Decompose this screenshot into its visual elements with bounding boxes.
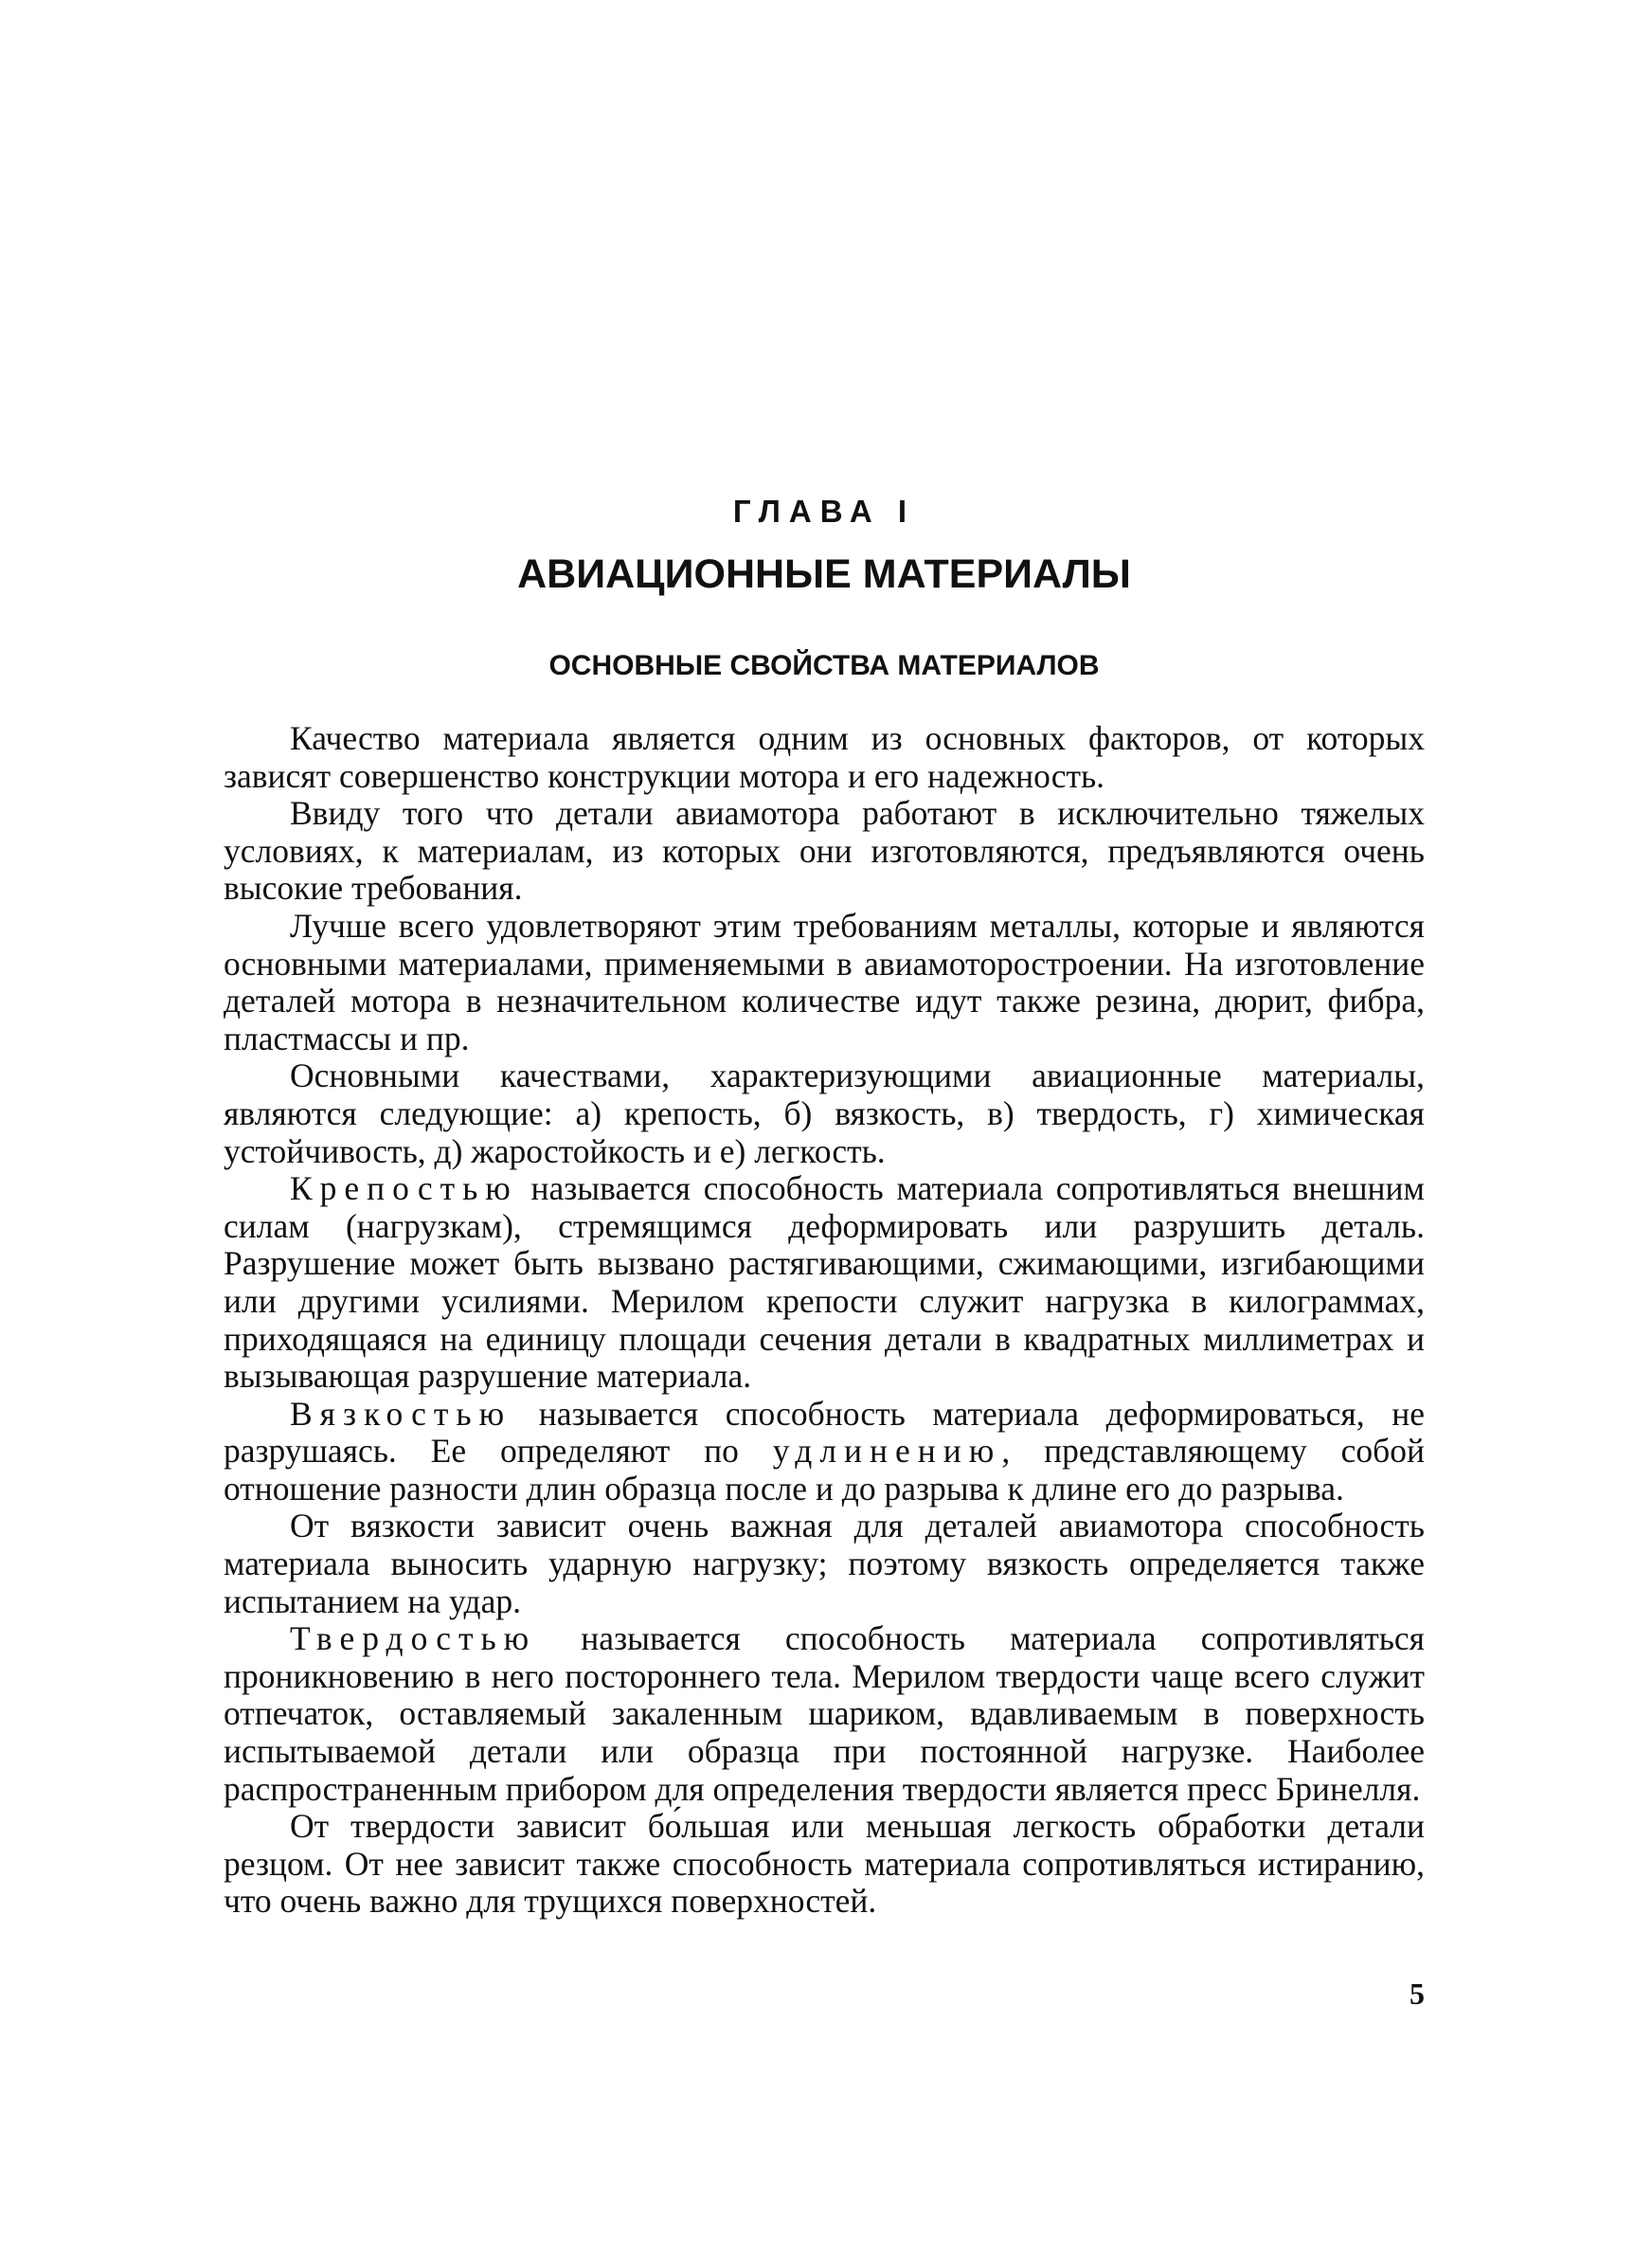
paragraph-quality: Качество материала является одним из основных факторов, от которых зависят совершенство конструкции мотора и его надежность.: [224, 719, 1425, 795]
paragraph-strength: [224, 1170, 1425, 1396]
paragraph-impact: От вязкости зависит очень важная для деталей авиамотора способность материала выносить ударную нагрузку; поэтому вязкость определяется также испытанием на удар.: [224, 1507, 1425, 1620]
chapter-title: АВИАЦИОННЫЕ МАТЕРИАЛЫ: [517, 551, 1131, 597]
paragraph-strength-text: называется способность материала сопротивляться внешним силам (нагрузкам), стремящимся деформировать или разрушить деталь. Разрушение может быть вызвано растягивающими, сжимающими, изгибающими или другими усилиями. Мерилом крепости служит нагрузка в килограммах, приходящаяся на единицу площади сечения детали в квадратных миллиметрах и вызывающая разрушение материала.: [224, 1169, 1425, 1396]
chapter-label: ГЛАВА I: [732, 494, 916, 529]
term-elongation: удлинению: [772, 1432, 1002, 1471]
page-number: 5: [1410, 1977, 1425, 2011]
paragraph-metals: Лучше всего удовлетворяют этим требованиям металлы, которые и являются основными материалами, применяемыми в авиамоторостроении. На изготовление деталей мотора в незначительном количестве идут также резина, дюрит, фибра, пластмассы и пр.: [224, 906, 1425, 1057]
paragraph-hardness: [224, 1620, 1425, 1808]
paragraph-machining: От твердости зависит бо́льшая или меньшая легкость обработки детали резцом. От нее зависит также способность материала сопротивляться истиранию, что очень важно для трущихся поверхностей.: [224, 1807, 1425, 1921]
term-strength: Крепостью: [290, 1169, 518, 1208]
paragraph-ductility: [224, 1396, 1425, 1508]
term-ductility: Вязкостью: [290, 1394, 512, 1433]
paragraph-ductility-rest: , представляющему собой отношение разности длин образца после и до разрыва к длине его до разрыва.: [224, 1432, 1425, 1508]
paragraph-conditions: Ввиду того что детали авиамотора работают в исключительно тяжелых условиях, к материалам, из которых они изготовляются, предъявляются очень высокие требования.: [224, 794, 1425, 908]
term-hardness: Твердостью: [290, 1619, 537, 1658]
paragraph-ductility-text: называется способность материала деформироваться, не разрушаясь. Ее определяют по: [224, 1394, 1425, 1471]
book-page: [224, 493, 1425, 2011]
paragraph-properties-list: Основными качествами, характеризующими авиационные материалы, являются следующие: а) крепость, б) вязкость, в) твердость, г) химическая устойчивость, д) жаростойкость и е) легкость.: [224, 1056, 1425, 1170]
section-title: ОСНОВНЫЕ СВОЙСТВА МАТЕРИАЛОВ: [548, 650, 1100, 681]
paragraph-hardness-text: называется способность материала сопротивляться проникновению в него постороннего тела. Мерилом твердости чаще всего служит отпечаток, оставляемый закаленным шариком, вдавливаемым в поверхность испытываемой детали или образца при постоянной нагрузке. Наиболее распространенным прибором для определения твердости является пресс Бринелля.: [224, 1619, 1425, 1808]
